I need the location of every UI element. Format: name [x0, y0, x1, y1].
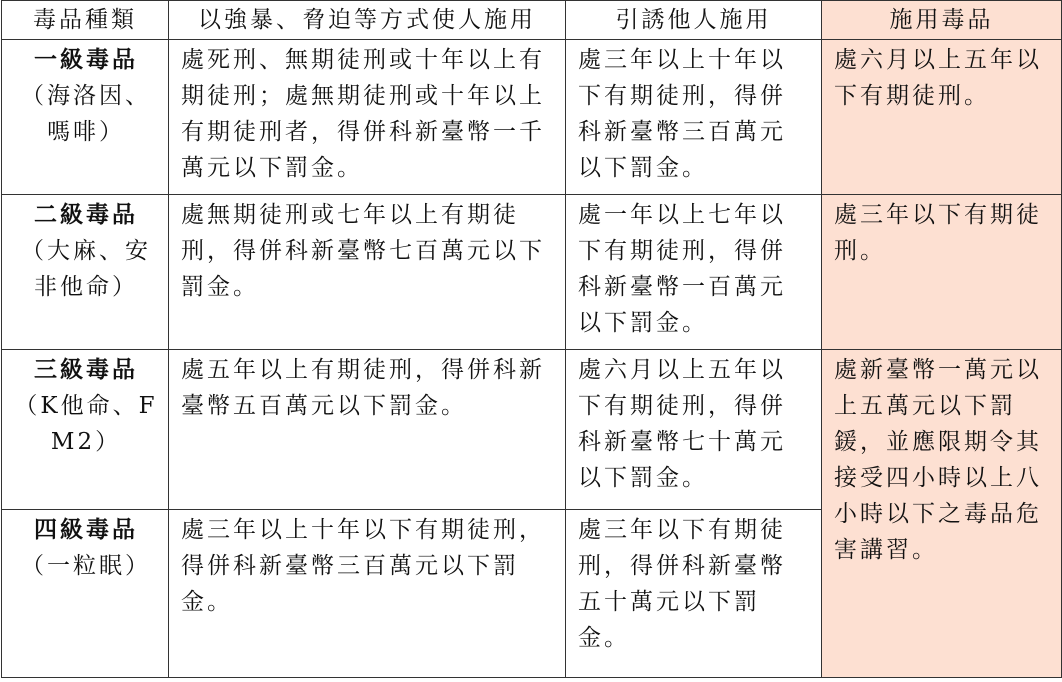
table-row-level-3 — [2, 350, 1062, 510]
table-header-row — [2, 1, 1062, 40]
induce-penalty-cell: 處三年以下有期徒刑，得併科新臺幣五十萬元以下罰金。 — [566, 510, 822, 678]
drug-level: 一級毒品 — [34, 46, 138, 73]
use-penalty-cell: 處六月以上五年以下有期徒刑。 — [822, 40, 1062, 195]
force-penalty-cell: 處死刑、無期徒刑或十年以上有期徒刑；處無期徒刑或十年以上有期徒刑者，得併科新臺幣一千萬元以下罰金。 — [169, 40, 566, 195]
drug-level: 二級毒品 — [34, 201, 138, 228]
drug-penalty-table — [1, 0, 1062, 678]
force-penalty-cell: 處三年以上十年以下有期徒刑，得併科新臺幣三百萬元以下罰金。 — [169, 510, 566, 678]
induce-penalty-cell: 處六月以上五年以下有期徒刑，得併科新臺幣七十萬元以下罰金。 — [566, 350, 822, 510]
induce-penalty-cell: 處三年以上十年以下有期徒刑，得併科新臺幣三百萬元以下罰金。 — [566, 40, 822, 195]
drug-category-cell — [2, 350, 169, 510]
drug-examples: （大麻、安非他命） — [21, 238, 151, 300]
drug-level: 三級毒品 — [34, 356, 138, 383]
force-penalty-cell: 處無期徒刑或七年以上有期徒刑，得併科新臺幣七百萬元以下罰金。 — [169, 195, 566, 350]
force-penalty-cell: 處五年以上有期徒刑，得併科新臺幣五百萬元以下罰金。 — [169, 350, 566, 510]
drug-examples: （一粒眠） — [21, 553, 151, 579]
drug-examples: （K他命、FM2） — [14, 393, 158, 455]
induce-penalty-cell: 處一年以上七年以下有期徒刑，得併科新臺幣一百萬元以下罰金。 — [566, 195, 822, 350]
drug-level: 四級毒品 — [34, 516, 138, 543]
use-penalty-cell-merged: 處新臺幣一萬元以上五萬元以下罰鍰，並應限期令其接受四小時以上八小時以下之毒品危害講習。 — [822, 350, 1062, 678]
drug-category-cell — [2, 510, 169, 678]
header-use: 施用毒品 — [822, 1, 1062, 40]
drug-examples: （海洛因、嗎啡） — [21, 83, 151, 145]
header-force: 以強暴、脅迫等方式使人施用 — [169, 1, 566, 40]
drug-category-cell — [2, 40, 169, 195]
drug-category-cell — [2, 195, 169, 350]
header-category: 毒品種類 — [2, 1, 169, 40]
table-row-level-1 — [2, 40, 1062, 195]
use-penalty-cell: 處三年以下有期徒刑。 — [822, 195, 1062, 350]
header-induce: 引誘他人施用 — [566, 1, 822, 40]
table-row-level-2 — [2, 195, 1062, 350]
